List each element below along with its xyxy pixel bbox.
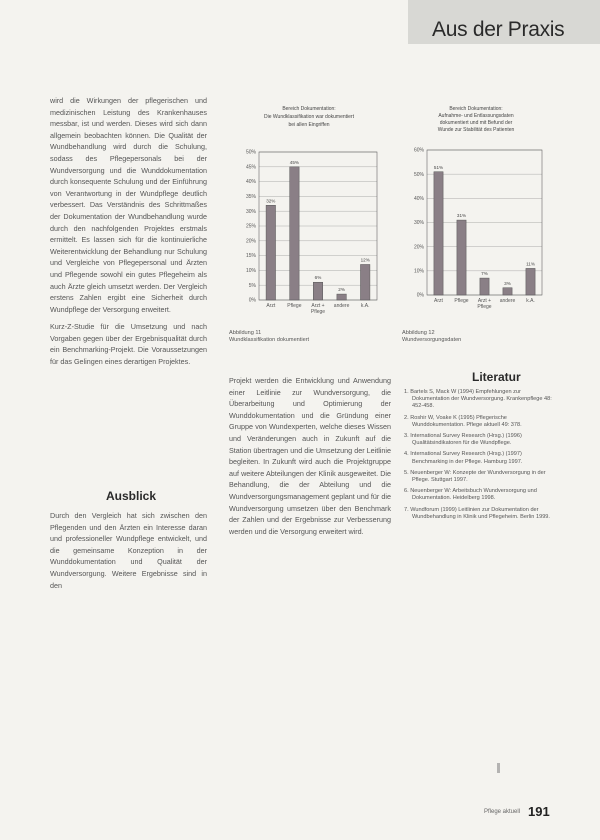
y-tick-label: 35% [245,194,256,200]
y-tick-label: 5% [248,282,256,289]
data-label: 3% [504,280,511,286]
y-tick-label: 45% [245,164,256,171]
y-tick-label: 10% [413,268,424,275]
paragraph: Projekt werden die Entwicklung und Anwendung einer Leitlinie zur Wundversorgung, die Überarbeitung und Optimierung der Wunddokumentation und die Gründung einer Gruppe von Wundexperten, welche dieses Wissen und Veränderungen auch in Zukunft auf die Station übertragen und die Umsetzung der Leitlinie begleiten. In Zukunft wird auch die Projektgruppe auf weitere Abteilungen der Klinik ausgeweitet. Die Behandlung, die der Abteilung und die Wundversorgungsmanagement geplant und für die Wundversorgung umsetzen über den Benchmark der Zahlen und der Ergebnisse zur Verbesserung werden und die Versorgung erweitert wird. [229,376,391,536]
y-tick-label: 40% [245,179,256,186]
section-title: Aus der Praxis [432,18,565,41]
bar [457,220,466,295]
chart-title [264,106,355,128]
y-tick-label: 0% [416,292,424,299]
ausblick-heading: Ausblick [106,489,157,503]
data-label: 6% [314,275,322,281]
data-label: 32% [266,198,276,204]
chart-title [438,106,515,133]
y-tick-label: 50% [413,171,424,178]
chart-wundklassifikation [229,100,389,325]
figure-caption [402,330,461,344]
body-column-1 [50,95,207,368]
reference-item: 3. International Survey Research (Hrsg.) (1996) Qualitätsindikatoren für die Wundpflege. [404,433,522,447]
caption-number: Abbildung 12 [402,330,435,336]
chart-title-line: Wunde zur Stabilität des Patienten [437,127,515,133]
bar [337,294,346,300]
x-tick-label: k.A. [526,298,535,304]
reference-item: 1. Bartels S, Mack W (1994) Empfehlungen zur Dokumentation der Wundversorgung. Krankenpflege 48: 452-458. [404,389,552,410]
data-label: 11% [526,261,535,267]
reference-item: 5. Neuenberger W: Konzepte der Wundversorgung in der Pflege. Stuttgart 1997. [404,469,546,484]
paragraph: wird die Wirkungen der pflegerischen und medizinischen Leistung des Krankenhauses messbar, ist und werden. Dieses wird sich dann allgemein beobachten können. Die Qualität der Wundbehandlung wird durch die Schulung, sodass des Pflegepersonals bei der Wundversorgung und die Wunddokumentation durch konsequente Schulung und der Einführung von Verantwortung in der Wundpflege deutlich verbessert. Das Verständnis des Schrittmaßes der Dokumentation der Wundbehandlung wurde durch den nachfolgenden Projektes erstmals ermittelt. Es lassen sich für die kontinuierliche Weiterentwicklung der Behandlung nur Schulung und Vergleiche von Pflegepersonal und Ärzten und Pflegende sowohl ein gutes Pflegeheim als auch Ärzte gleich umsetzt werden. Der Vergleich erstens Zahlen ergibt eine Sicherheit durch Wundpflege der Versorgung erweitert. [50,96,207,314]
y-tick-label: 15% [245,253,256,260]
x-tick-label: Arzt [266,303,276,309]
reference-item: 4. International Survey Research (Hrsg.) (1997) Benchmarking in der Pflege. Hamburg 1997. [404,451,523,465]
bar [313,282,322,300]
paragraph: Kurz-Z-Studie für die Umsetzung und nach Vorgaben gegen über der Ergebnisqualität durch ein Benchmarking-Projekt. Die Voraussetzungen für das Gelingen eines derartigen Projektes. [50,322,207,367]
reference-item: 2. Roshir W, Voake K (1995) Pflegerische Wunddokumentation. Pflege aktuell 49: 378. [404,414,522,428]
bar [526,268,535,295]
caption-number: Abbildung 11 [229,330,262,336]
reference-item: 7. Wundforum (1999) Leitlinien zur Dokumentation der Wundbehandlung in Klinik und Pflegeheim. Berlin 1999. [404,506,550,520]
paragraph: Durch den Vergleich hat sich zwischen den Pflegenden und den Ärzten ein Interesse daran und professioneller Wundpflege entwickelt, und die gemeinsame Konzeption in der Wunddokumentation und Qualität der Wundversorgung. Weitere Ergebnisse sind in den [50,511,207,590]
x-tick-label: Pflege [287,303,302,309]
figure-caption [229,330,309,344]
reference-item: 6. Neuenberger W: Arbeitsbuch Wundversorgung und Dokumentation. Heidelberg 1998. [404,488,537,502]
body-column-2 [229,375,391,537]
y-tick-label: 30% [245,208,256,215]
x-tick-label: andere [499,298,516,304]
chart-title-line: Die Wundklassifikation war dokumentiert [264,114,354,120]
x-tick-label: Pflege [477,304,492,310]
y-tick-label: 0% [248,297,256,304]
bar [480,278,489,295]
data-label: 2% [338,287,345,293]
x-tick-label: Arzt + [311,303,325,309]
data-label: 7% [481,271,488,277]
data-label: 31% [456,213,467,219]
literatur-heading: Literatur [472,370,521,384]
chart-title-line: Bereich Dokumentation: [282,106,336,112]
y-tick-label: 20% [413,244,424,251]
bar [266,205,275,300]
y-tick-label: 50% [245,149,256,156]
y-tick-label: 25% [245,223,256,230]
y-tick-label: 10% [245,268,256,274]
chart-title-line: Aufnahme- und Entlassungsdaten [438,113,514,119]
data-label: 51% [433,164,444,170]
y-tick-label: 30% [413,220,424,227]
x-tick-label: Arzt [434,298,443,304]
data-label: 45% [289,159,300,165]
x-tick-label: andere [333,303,350,309]
x-tick-label: Pflege [310,309,326,315]
data-label: 12% [360,257,370,263]
caption-text: Wundklassifikation dokumentiert [229,337,310,343]
bar [360,264,369,300]
bar [434,172,443,295]
x-tick-label: k.A. [360,303,370,309]
ausblick-column [50,510,207,591]
y-tick-label: 20% [245,238,256,245]
bar [290,167,299,300]
bar [503,288,512,295]
y-tick-label: 60% [413,147,424,154]
y-tick-label: 40% [413,195,424,202]
chart-title-line: bei allen Eingriffen [288,122,330,128]
scan-mark [497,763,500,773]
x-tick-label: Arzt + [477,298,492,304]
caption-text: Wundversorgungsdaten [402,337,462,343]
reference-list [404,389,554,525]
x-tick-label: Pflege [454,298,469,304]
journal-name: Pflege aktuell [484,809,521,815]
page-number: 191 [528,804,550,819]
chart-title-line: dokumentiert und mit Befund der [439,120,513,126]
chart-title-line: Bereich Dokumentation: [449,106,503,112]
chart-wundversorgung [399,98,554,323]
